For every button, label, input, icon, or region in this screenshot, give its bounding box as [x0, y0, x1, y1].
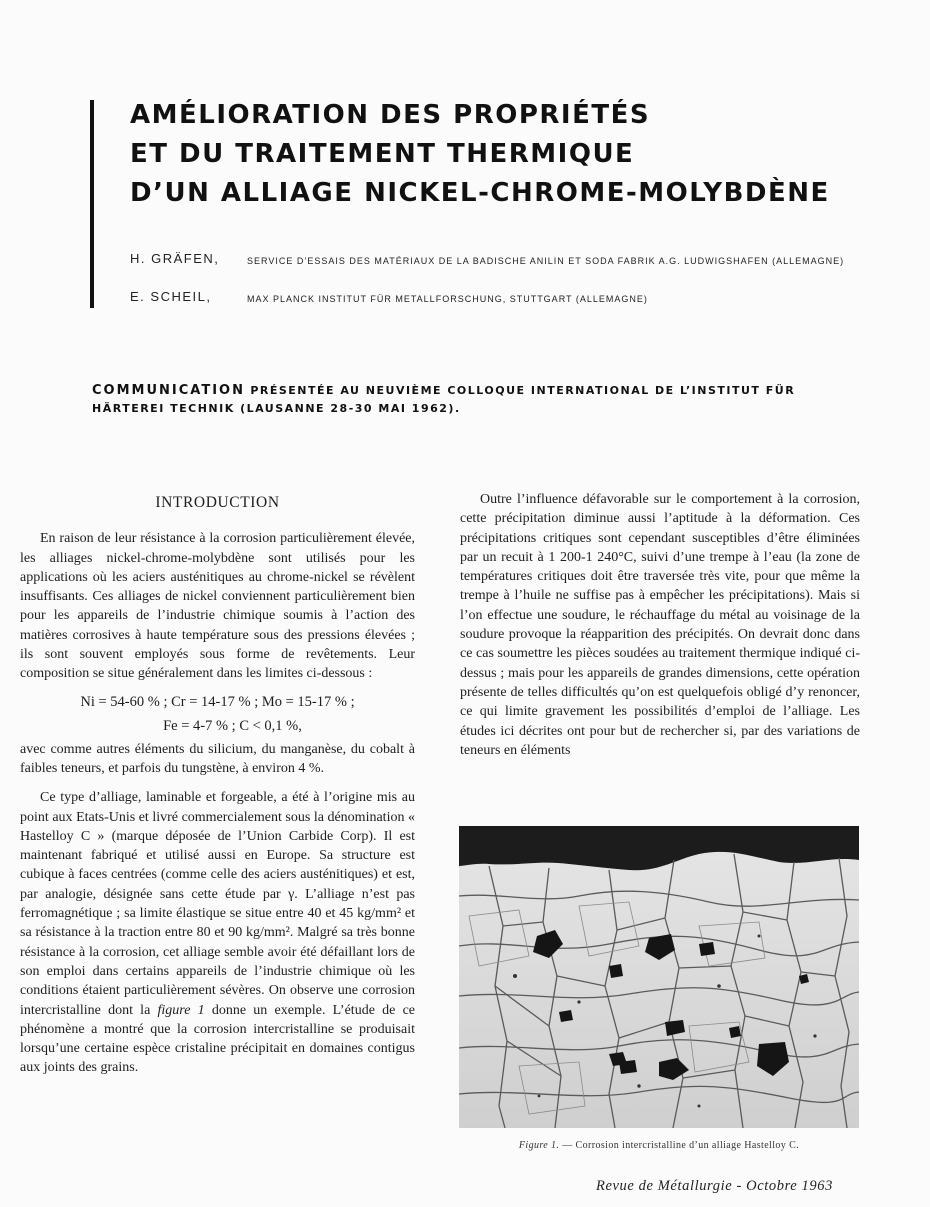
right-paragraph-1: Outre l’influence défavorable sur le comportement à la corrosion, cette précipitation diminue aussi l’aptitude à la déformation. Ces précipitations critiques sont cependant susceptibles d’être éliminées par un recuit à 1 200-1 240°C, suivi d’une trempe à l’eau (la zone de températures critiques doit être traversée très vite, pour que même la trempe à l’huile ne suffise pas à empêcher les précipitations). Mais si l’on effectue une soudure, le réchauffage du métal au voisinage de la soudure provoque la réapparition des précipités. On devrait donc dans ce cas soumettre les pièces soudées au traitement thermique indiqué ci-dessus ; mais pour les appareils de grandes dimensions, cette opération présente de telles difficultés qu’on est quelquefois obligé d’y renoncer, ce qui limite gravement les possibilités d’emploi de l’alliage. Les études ici décrites ont pour but de rechercher si, par des variations de teneurs en éléments — [460, 492, 860, 758]
author-row — [130, 289, 870, 319]
page-footer: Revue de Métallurgie - Octobre 1963 — [596, 1178, 833, 1194]
title-line-2: ET DU TRAITEMENT THERMIQUE — [130, 139, 635, 169]
micrograph-image — [459, 826, 859, 1128]
figure-label: Figure 1. — [518, 1140, 560, 1151]
author-name: E. SCHEIL, — [130, 289, 212, 304]
communication-note — [92, 382, 802, 418]
title-line-3: D’UN ALLIAGE NICKEL-CHROME-MOLYBDÈNE — [130, 178, 830, 208]
intro-paragraph-2 — [20, 788, 415, 1077]
micrograph-figure — [459, 826, 859, 1128]
section-heading: INTRODUCTION — [155, 494, 280, 511]
author-affiliation: SERVICE D’ESSAIS DES MATÉRIAUX DE LA BADISCHE ANILIN ET SODA FABRIK A.G. LUDWIGSHAFEN (ALLEMAGNE) — [247, 256, 845, 266]
title-rule — [90, 100, 94, 308]
figure-reference: figure 1 — [157, 1002, 205, 1018]
formula-line-2: Fe = 4-7 % ; C < 0,1 %, — [163, 717, 302, 734]
communication-lead: COMMUNICATION — [92, 383, 245, 398]
author-list — [130, 251, 870, 319]
right-column — [460, 490, 860, 760]
paragraph-2-text: Ce type d’alliage, laminable et forgeable, a été à l’origine mis au point aux Etats-Unis et livré commercialement sous la dénomination « Hastelloy C » (marque déposée de l’Union Carbide Corp). Il est maintenant fabriqué et utilisé aussi en Europe. Sa structure est cubique à faces centrées (comme celle des aciers austénitiques) et est, par analogie, désignée sans cette étude par γ. L’alliage n’est pas ferromagnétique ; sa limite élastique se situe entre 40 et 45 kg/mm² et sa résistance à la traction entre 80 et 90 kg/mm². Malgré sa très bonne résistance à la corrosion, cet alliage semble avoir été défaillant lors de son emploi dans certains appareils de l’industrie chimique où les conditions étaient particulièrement sévères. On observe une corrosion intercristalline dont la — [20, 790, 415, 1018]
paragraph-2-end: donne un exemple. L’étude de ce phénomène a montré que la corrosion intercristalline se produisait lorsqu’une certaine espèce cristaline précipitait en domaines contigus aux joints des grains. — [20, 1002, 415, 1076]
composition-formula — [20, 690, 415, 738]
intro-paragraph-1: En raison de leur résistance à la corrosion particulièrement élevée, les alliages nickel-chrome-molybdène sont utilisés pour les applications où les aciers austénitiques au chrome-nickel se révèlent insuffisants. Ces alliages de nickel conviennent particulièrement bien pour les appareils de l’industrie chimique soumis à l’action des matières corrosives à haute température sous des pressions élevées ; ils sont souvent employés sous forme de revêtements. Leur composition se situe généralement dans les limites ci-dessous : — [20, 531, 415, 682]
formula-line-1: Ni = 54-60 % ; Cr = 14-17 % ; Mo = 15-17 % ; — [80, 693, 355, 710]
title-line-1: AMÉLIORATION DES PROPRIÉTÉS — [130, 100, 651, 130]
author-affiliation: MAX PLANCK INSTITUT FÜR METALLFORSCHUNG, STUTTGART (ALLEMAGNE) — [247, 294, 648, 304]
intro-paragraph-1-end: avec comme autres éléments du silicium, du manganèse, du cobalt à faibles teneurs, et parfois du tungstène, à environ 4 %. — [20, 741, 415, 776]
figure-caption — [459, 1140, 859, 1151]
left-column — [20, 490, 415, 1078]
caption-text: — Corrosion intercristalline d’un alliage Hastelloy C. — [562, 1140, 800, 1151]
communication-text: PRÉSENTÉE AU NEUVIÈME COLLOQUE INTERNATIONAL DE L’INSTITUT FÜR HÄRTEREI TECHNIK (LAUSANNE 28-30 MAI 1962). — [92, 384, 796, 415]
article-title — [130, 96, 890, 213]
author-row — [130, 251, 870, 281]
author-name: H. GRÄFEN, — [130, 251, 220, 266]
